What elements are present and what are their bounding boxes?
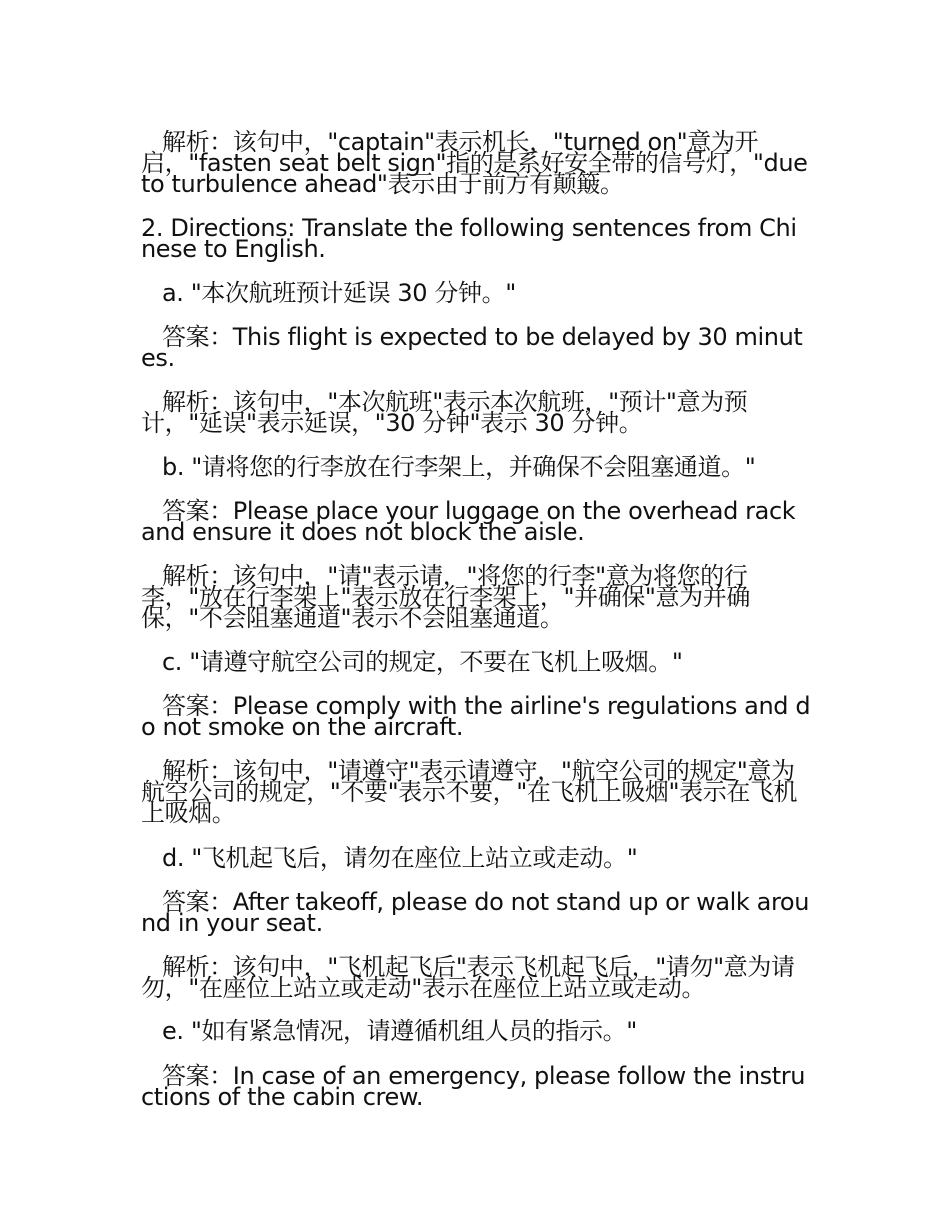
answer-b: 答案：Please place your luggage on the overhead rack and ensure it does not block the aisle. <box>141 497 796 546</box>
analysis-a: 解析：该句中，"本次航班"表示本次航班，"预计"意为预计，"延误"表示延误，"30 分钟"表示 30 分钟。 <box>141 388 748 437</box>
question-d: d. "飞机起飞后，请勿在座位上站立或走动。" <box>162 844 638 872</box>
answer-c: 答案：Please comply with the airline's regulations and do not smoke on the aircraft. <box>141 692 811 741</box>
question-a: a. "本次航班预计延误 30 分钟。" <box>162 279 516 307</box>
answer-e: 答案：In case of an emergency, please follow the instructions of the cabin crew. <box>141 1062 806 1111</box>
question-e: e. "如有紧急情况，请遵循机组人员的指示。" <box>162 1017 637 1045</box>
analysis-c: 解析：该句中，"请遵守"表示请遵守，"航空公司的规定"意为航空公司的规定，"不要"表示不要，"在飞机上吸烟"表示在飞机上吸烟。 <box>141 757 798 827</box>
analysis-d: 解析：该句中，"飞机起飞后"表示飞机起飞后，"请勿"意为请勿，"在座位上站立或走动"表示在座位上站立或走动。 <box>141 953 795 1002</box>
directions-heading: 2. Directions: Translate the following sentences from Chinese to English. <box>141 214 797 263</box>
answer-d: 答案：After takeoff, please do not stand up or walk around in your seat. <box>141 888 810 937</box>
answer-a: 答案：This flight is expected to be delayed by 30 minutes. <box>141 323 803 372</box>
analysis-paragraph: 解析：该句中，"captain"表示机长，"turned on"意为开启，"fasten seat belt sign"指的是系好安全带的信号灯，"due to turbulence ahead"表示由于前方有颠簸。 <box>141 128 808 198</box>
question-b: b. "请将您的行李放在行李架上，并确保不会阻塞通道。" <box>162 453 756 481</box>
analysis-b: 解析：该句中，"请"表示请，"将您的行李"意为将您的行李，"放在行李架上"表示放在行李架上，"并确保"意为并确保，"不会阻塞通道"表示不会阻塞通道。 <box>141 562 750 632</box>
question-c: c. "请遵守航空公司的规定，不要在飞机上吸烟。" <box>162 648 683 676</box>
